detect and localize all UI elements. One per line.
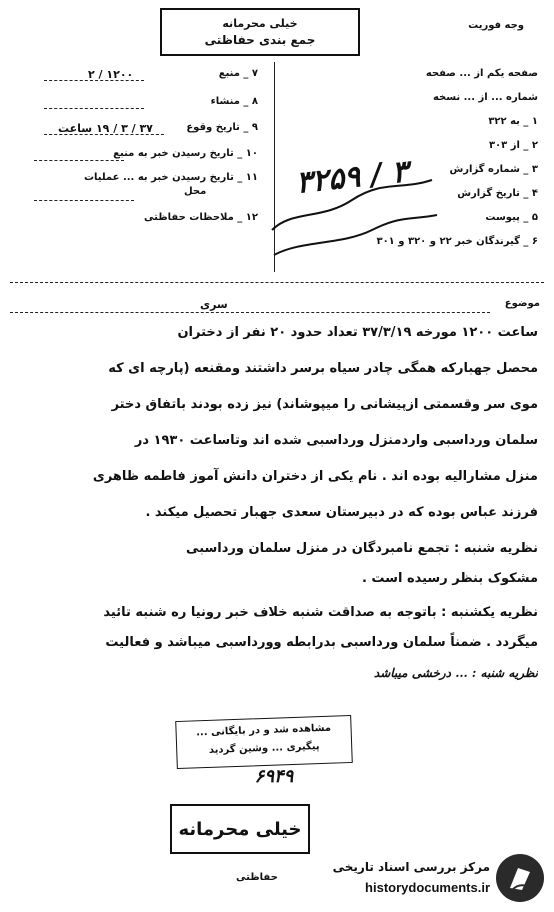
left-field: ۷ _ منبع <box>218 68 258 79</box>
handwritten-number: ۳۲۵۹ / ۳ <box>294 154 410 201</box>
left-field: ۸ _ منشاء <box>210 96 258 107</box>
right-field: شماره ... از ... نسخه <box>432 92 538 103</box>
right-field: ۲ _ از ۳۰۳ <box>488 140 538 151</box>
left-field: ۱۱ _ تاریخ رسیدن خبر به ... عملیات <box>83 172 258 183</box>
left-value: ۱۲۰۰ / ۲ <box>88 68 134 81</box>
body-line: ساعت ۱۲۰۰ مورخه ۳۷/۳/۱۹ تعداد حدود ۲۰ نفر از دختران <box>177 325 538 340</box>
subject-note: سری <box>200 298 228 311</box>
archive-logo-icon <box>496 854 544 902</box>
archive-url: historydocuments.ir <box>365 880 490 895</box>
subject-label: موضوع <box>504 298 540 309</box>
processing-stamp-line1: مشاهده شد و در بایگانی ... <box>195 722 332 739</box>
body-line: منزل مشارالیه بوده اند . نام یکی از دختران دانش آموز فاطمه ظاهری <box>92 469 538 484</box>
body-line: محصل جهبارکه همگی چادر سیاه برسر داشتند ومقنعه (پارچه ای که <box>108 361 538 376</box>
left-field: ۱۲ _ ملاحظات حفاظتی <box>144 212 258 223</box>
body-line: مشکوک بنظر رسیده است . <box>361 571 538 586</box>
top-classification-stamp <box>160 8 360 56</box>
left-value: ۳۷ / ۳ / ۱۹ ساعت <box>58 122 153 135</box>
body-line: سلمان ورداسبی واردمنزل ورداسبی شده اند وتاساعت ۱۹۳۰ در <box>134 433 538 448</box>
body-line: موی سر وقسمتی ازپیشانی را میپوشاند) نیز زده بودند باتفاق دختر <box>111 397 538 412</box>
body-line: میگردد . ضمناً سلمان ورداسبی بدرابطه وورداسبی میباشد و فعالیت <box>105 635 538 650</box>
archive-watermark <box>312 854 544 906</box>
top-stamp-line2: جمع بندی حفاظتی <box>204 33 316 47</box>
right-field: ۴ _ تاریخ گزارش <box>457 188 538 199</box>
handwriting-scribble <box>262 160 442 270</box>
bottom-stamp-text: خیلی محرمانه <box>178 818 302 840</box>
processing-stamp <box>175 715 353 769</box>
body-line: نظریه شنبه : تجمع نامبردگان در منزل سلمان ورداسبی <box>186 541 538 556</box>
body-line: نظریه یکشنبه : باتوجه به صداقت شنبه خلاف خبر رونیا ره شنبه تائید <box>103 605 538 620</box>
left-field: ۹ _ تاریخ وقوع <box>186 122 258 133</box>
subject-underline <box>10 312 490 313</box>
processing-stamp-line2: پیگیری ... وشین گردید <box>208 741 320 756</box>
left-fields <box>14 68 264 228</box>
body-line: فرزند عباس بوده که در دبیرستان سعدی جهبار تحصیل میکند . <box>145 505 538 520</box>
right-field: ۳ _ شماره گزارش <box>449 164 538 175</box>
right-field: صفحه یکم از ... صفحه <box>425 68 538 79</box>
archive-name: مرکز بررسی اسناد تاریخی <box>332 860 490 874</box>
header-separator <box>10 282 544 283</box>
top-stamp-line1: خیلی محرمانه <box>222 17 298 30</box>
right-field: ۶ _ گیرندگان خبر ۲۲ و ۳۲۰ و ۳۰۱ <box>376 236 538 247</box>
body-line: نظریه شنبه : ... درخشی میباشد <box>373 666 538 680</box>
right-field: ۵ _ پیوست <box>485 212 538 223</box>
left-value: محل <box>184 186 207 197</box>
handwritten-code: ۶۹۴۹ <box>254 766 294 787</box>
left-field: ۱۰ _ تاریخ رسیدن خبر به منبع <box>113 148 258 159</box>
bottom-note: حفاظتی <box>236 872 278 883</box>
bottom-classification-stamp <box>170 804 310 854</box>
urgency-label: وجه فوریت <box>468 20 524 31</box>
right-field: ۱ _ به ۳۲۲ <box>488 116 538 127</box>
